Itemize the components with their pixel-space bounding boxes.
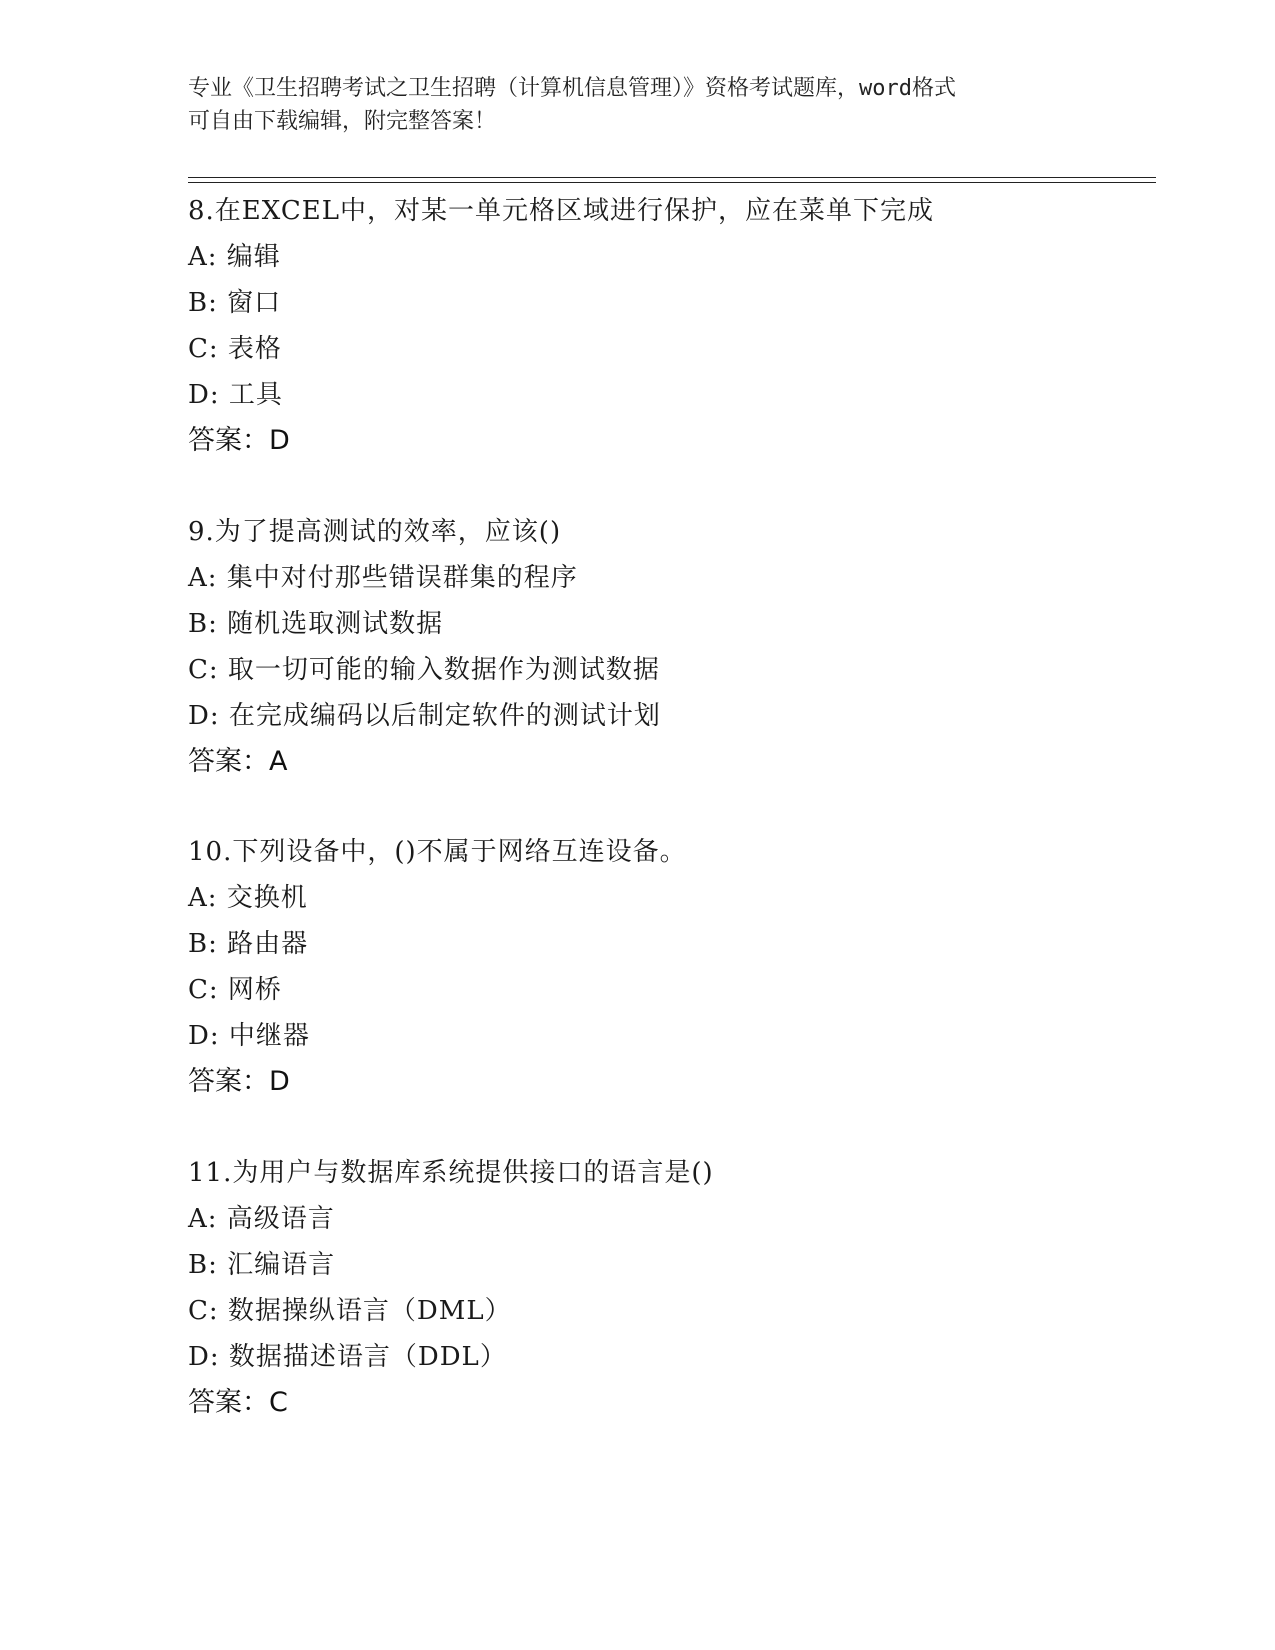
option-c: C: 表格 (188, 334, 282, 364)
option-b: B: 汇编语言 (188, 1250, 336, 1280)
header-divider-top (188, 177, 1156, 178)
option-d: D: 在完成编码以后制定软件的测试计划 (188, 701, 661, 731)
header-line-1: 专业《卫生招聘考试之卫生招聘（计算机信息管理）》资格考试题库，word格式 (188, 76, 956, 101)
option-a: A: 编辑 (188, 242, 281, 272)
header-divider-bottom (188, 182, 1156, 183)
option-d: D: 中继器 (188, 1021, 310, 1051)
question-block (188, 509, 1148, 785)
answer-line: 答案：D (188, 425, 290, 456)
question-block (188, 1150, 1148, 1426)
question-text: 11.为用户与数据库系统提供接口的语言是() (188, 1158, 714, 1188)
option-b: B: 随机选取测试数据 (188, 609, 444, 639)
option-c: C: 取一切可能的输入数据作为测试数据 (188, 655, 660, 685)
header-line-2: 可自由下载编辑，附完整答案！ (188, 109, 497, 134)
document-header (188, 72, 1088, 138)
option-c: C: 数据操纵语言（DML） (188, 1296, 512, 1326)
answer-line: 答案：D (188, 1066, 290, 1097)
question-text: 8.在EXCEL中，对某一单元格区域进行保护，应在菜单下完成 (188, 196, 934, 226)
option-a: A: 高级语言 (188, 1204, 335, 1234)
option-c: C: 网桥 (188, 975, 282, 1005)
option-b: B: 窗口 (188, 288, 282, 318)
answer-line: 答案：A (188, 746, 288, 777)
question-text: 10.下列设备中，()不属于网络互连设备。 (188, 837, 687, 867)
option-a: A: 交换机 (188, 883, 308, 913)
question-text: 9.为了提高测试的效率，应该() (188, 517, 562, 547)
answer-line: 答案：C (188, 1387, 288, 1418)
question-block (188, 829, 1148, 1105)
option-b: B: 路由器 (188, 929, 309, 959)
question-block (188, 188, 1148, 464)
option-a: A: 集中对付那些错误群集的程序 (188, 563, 578, 593)
option-d: D: 工具 (188, 380, 283, 410)
option-d: D: 数据描述语言（DDL） (188, 1342, 507, 1372)
